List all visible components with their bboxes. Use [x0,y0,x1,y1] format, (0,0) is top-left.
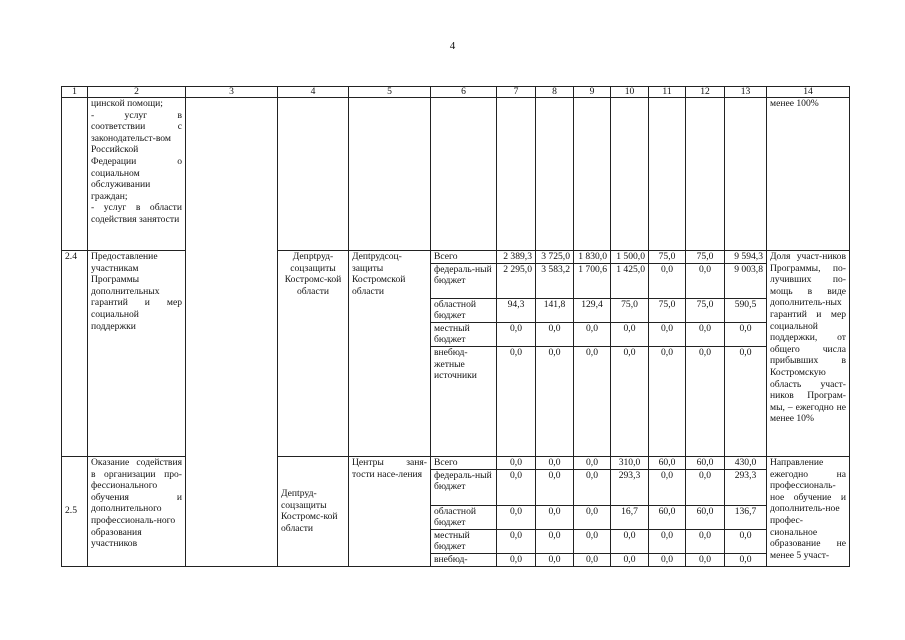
value-cell: 0,0 [536,346,574,456]
value-cell: 75,0 [649,251,686,264]
row-number: 2.5 [62,456,88,566]
column-number: 9 [574,87,611,98]
funding-source: внебюд-жетные источники [431,346,497,456]
program-table [61,86,850,567]
partner: Депtрудсоц-защиты Костромской области [349,251,431,457]
partner: Центры заня-тости насе-ления [349,456,431,566]
value-cell: 0,0 [574,469,611,505]
value-cell: 0,0 [497,456,536,469]
value-cell: 0,0 [536,322,574,346]
value-cell: 0,0 [649,529,686,553]
continuation-row [62,98,850,251]
value-cell: 75,0 [686,298,725,322]
value-cell: 0,0 [725,322,767,346]
value-cell: 75,0 [686,251,725,264]
value-cell: 0,0 [536,469,574,505]
value-cell: 0,0 [497,469,536,505]
measure-name: Предоставление участникам Программы дополнительных гарантий и мер социальной поддержки [88,251,186,457]
indicator-text: Доля участ-ников Программы, по-лучивших по-мощь в виде дополнитель-ных гарантий и мер социальной поддержки, от общего числа прибывших в Костромскую область участ-ников Програм-мы, – ежегодно не менее 10% [767,251,850,457]
value-cell: 0,0 [536,553,574,566]
measure-name: Оказание содействия в организации про-фессионального обучения и дополнительного профессиональ-ного образования участников [88,456,186,566]
table-row [62,456,850,469]
value-cell: 590,5 [725,298,767,322]
column-number: 8 [536,87,574,98]
row-number: 2.4 [62,251,88,457]
value-cell: 0,0 [536,456,574,469]
value-cell: 293,3 [611,469,649,505]
table-row [62,251,850,264]
value-cell: 60,0 [686,456,725,469]
value-cell: 0,0 [497,553,536,566]
value-cell: 0,0 [574,346,611,456]
column-number: 4 [278,87,349,98]
value-cell: 0,0 [649,346,686,456]
value-cell: 0,0 [611,529,649,553]
funding-source: местный бюджет [431,529,497,553]
value-cell: 2 389,3 [497,251,536,264]
funding-source: внебюд- [431,553,497,566]
value-cell: 60,0 [649,505,686,529]
value-cell: 0,0 [497,505,536,529]
column-number: 5 [349,87,431,98]
value-cell: 0,0 [574,529,611,553]
funding-source: областной бюджет [431,505,497,529]
value-cell: 3 583,2 [536,263,574,298]
column-number: 2 [88,87,186,98]
value-cell: 0,0 [686,346,725,456]
value-cell: 0,0 [536,529,574,553]
value-cell: 9 003,8 [725,263,767,298]
value-cell: 0,0 [611,553,649,566]
value-cell: 430,0 [725,456,767,469]
value-cell: 9 594,3 [725,251,767,264]
value-cell: 60,0 [649,456,686,469]
value-cell: 0,0 [611,346,649,456]
cont-indicator-text: менее 100% [767,98,850,251]
column-number: 7 [497,87,536,98]
value-cell: 0,0 [574,322,611,346]
value-cell: 0,0 [725,346,767,456]
column-number: 6 [431,87,497,98]
column-number: 11 [649,87,686,98]
value-cell: 0,0 [725,529,767,553]
column-number: 13 [725,87,767,98]
value-cell: 0,0 [536,505,574,529]
value-cell: 0,0 [686,263,725,298]
value-cell: 0,0 [574,456,611,469]
executor: Депрtруд-соцзащиты Костромс-кой области [278,251,349,457]
value-cell: 75,0 [611,298,649,322]
value-cell: 0,0 [574,553,611,566]
value-cell: 310,0 [611,456,649,469]
column-number-row [62,87,850,98]
value-cell: 0,0 [497,322,536,346]
value-cell: 136,7 [725,505,767,529]
column-number: 3 [186,87,278,98]
value-cell: 1 700,6 [574,263,611,298]
value-cell: 0,0 [497,346,536,456]
value-cell: 60,0 [686,505,725,529]
value-cell: 1 830,0 [574,251,611,264]
value-cell: 1 425,0 [611,263,649,298]
page-number: 4 [449,40,456,52]
value-cell: 0,0 [649,263,686,298]
executor: Депtруд-соцзащиты Костромс-кой области [278,456,349,566]
value-cell: 0,0 [686,553,725,566]
indicator-text: Направление ежегодно на профессиональ-ное обучение и дополнитель-ное профес-сиональное образование не менее 5 участ- [767,456,850,566]
value-cell: 16,7 [611,505,649,529]
funding-source: федераль-ный бюджет [431,263,497,298]
cont-measure-text: цинской помощи; - услуг в соответствии с законодательст-вом Российской Федерации о социальном обслуживании граждан; - услуг в области содействия занятости [88,98,186,251]
value-cell: 293,3 [725,469,767,505]
value-cell: 0,0 [574,505,611,529]
value-cell: 0,0 [649,553,686,566]
funding-source: Всего [431,456,497,469]
value-cell: 0,0 [725,553,767,566]
value-cell: 3 725,0 [536,251,574,264]
value-cell: 2 295,0 [497,263,536,298]
column-number: 14 [767,87,850,98]
value-cell: 1 500,0 [611,251,649,264]
value-cell: 0,0 [686,469,725,505]
funding-source: областной бюджет [431,298,497,322]
column-number: 12 [686,87,725,98]
value-cell: 0,0 [649,322,686,346]
value-cell: 141,8 [536,298,574,322]
value-cell: 94,3 [497,298,536,322]
value-cell: 0,0 [497,529,536,553]
column-number: 1 [62,87,88,98]
value-cell: 0,0 [686,322,725,346]
value-cell: 0,0 [611,322,649,346]
value-cell: 0,0 [686,529,725,553]
column-number: 10 [611,87,649,98]
value-cell: 129,4 [574,298,611,322]
funding-source: Всего [431,251,497,264]
value-cell: 0,0 [649,469,686,505]
funding-source: федераль-ный бюджет [431,469,497,505]
value-cell: 75,0 [649,298,686,322]
funding-source: местный бюджет [431,322,497,346]
